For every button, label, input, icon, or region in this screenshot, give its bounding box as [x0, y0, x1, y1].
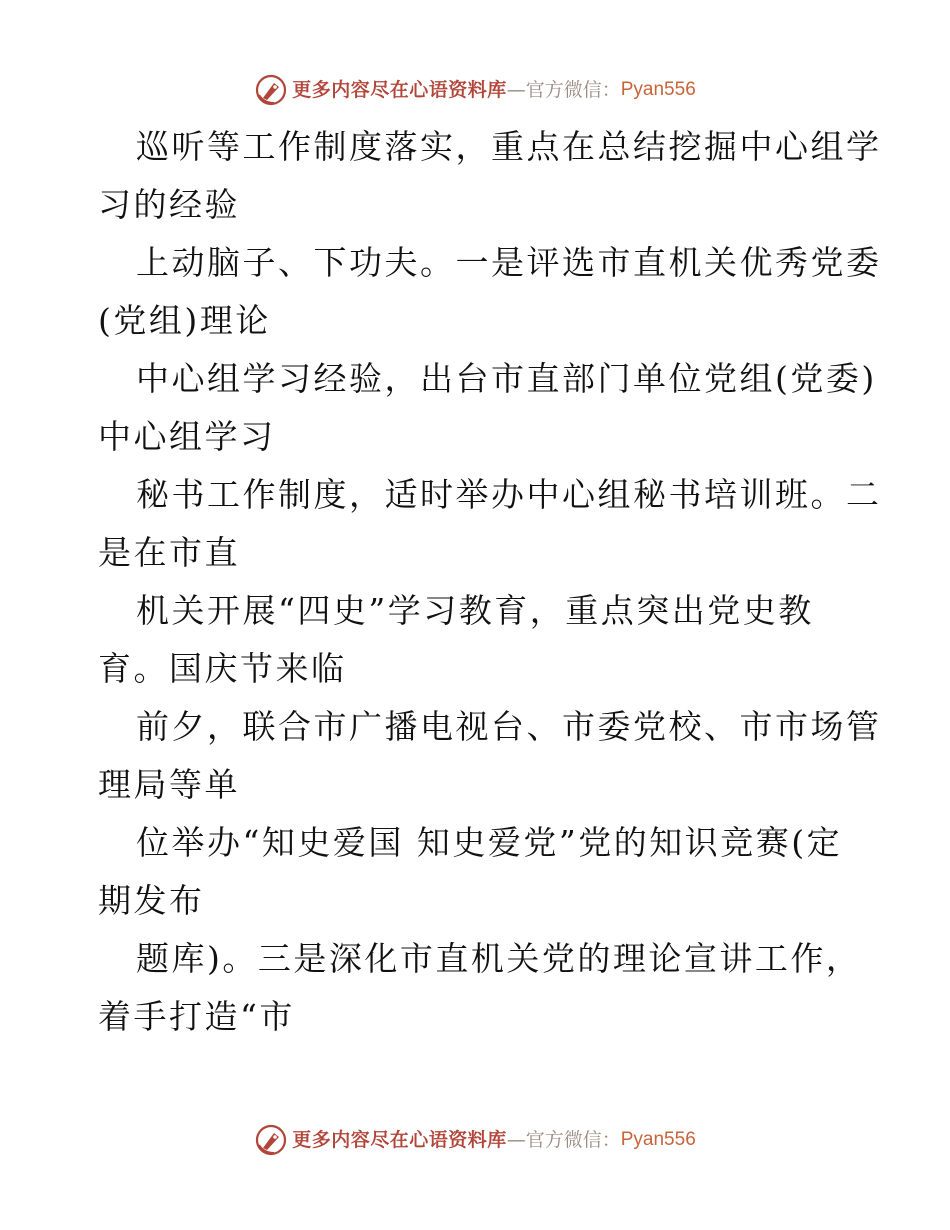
paragraph-first-line: 前夕，联合市广播电视台、市委党校、市市场管: [136, 707, 882, 746]
header-handle: Pyan556: [620, 79, 696, 100]
paragraph-first-line: 题库)。三是深化市直机关党的理论宣讲工作，: [136, 939, 862, 978]
paragraph-continuation: 期发布: [98, 881, 205, 920]
paragraph-continuation: 育。国庆节来临: [98, 649, 347, 688]
header-banner: [0, 72, 950, 108]
footer-brand: 更多内容尽在心语资料库: [292, 1129, 507, 1151]
paragraph-continuation: 理局等单: [98, 765, 240, 804]
paragraph-continuation: 是在市直: [98, 533, 240, 572]
paragraph-first-line: 中心组学习经验，出台市直部门单位党组(党委): [136, 359, 877, 398]
paragraph-first-line: 秘书工作制度，适时举办中心组秘书培训班。二: [136, 475, 882, 514]
paragraph-continuation: 着手打造“市: [98, 997, 295, 1036]
footer-banner: [0, 1122, 950, 1158]
paragraph-first-line: 机关开展“四史”学习教育，重点突出党史教: [136, 591, 814, 630]
footer-dash: —: [506, 1129, 526, 1151]
paragraph: [98, 234, 882, 350]
footer-handle: Pyan556: [620, 1129, 696, 1150]
header-official: 官方微信：: [525, 79, 621, 101]
paragraph-first-line: 位举办“知史爱国 知史爱党”党的知识竞赛(定: [136, 823, 843, 862]
paragraph: [98, 582, 878, 698]
document-body: [98, 118, 882, 1046]
header-brand: 更多内容尽在心语资料库: [292, 79, 507, 101]
paragraph-continuation: (党组)理论: [98, 301, 271, 340]
footer-official: 官方微信：: [525, 1129, 621, 1151]
pen-nib-circle-icon: [254, 1123, 288, 1157]
paragraph-continuation: 中心组学习: [98, 417, 276, 456]
pen-nib-circle-icon: [254, 73, 288, 107]
paragraph: [98, 698, 882, 814]
paragraph: [98, 930, 878, 1046]
header-dash: —: [506, 79, 526, 101]
paragraph: [98, 118, 882, 234]
paragraph: [98, 466, 882, 582]
paragraph: [98, 350, 878, 466]
paragraph-first-line: 上动脑子、下功夫。一是评选市直机关优秀党委: [136, 243, 882, 282]
paragraph-continuation: 习的经验: [98, 185, 240, 224]
paragraph-first-line: 巡听等工作制度落实，重点在总结挖掘中心组学: [136, 127, 882, 166]
paragraph: [98, 814, 878, 930]
